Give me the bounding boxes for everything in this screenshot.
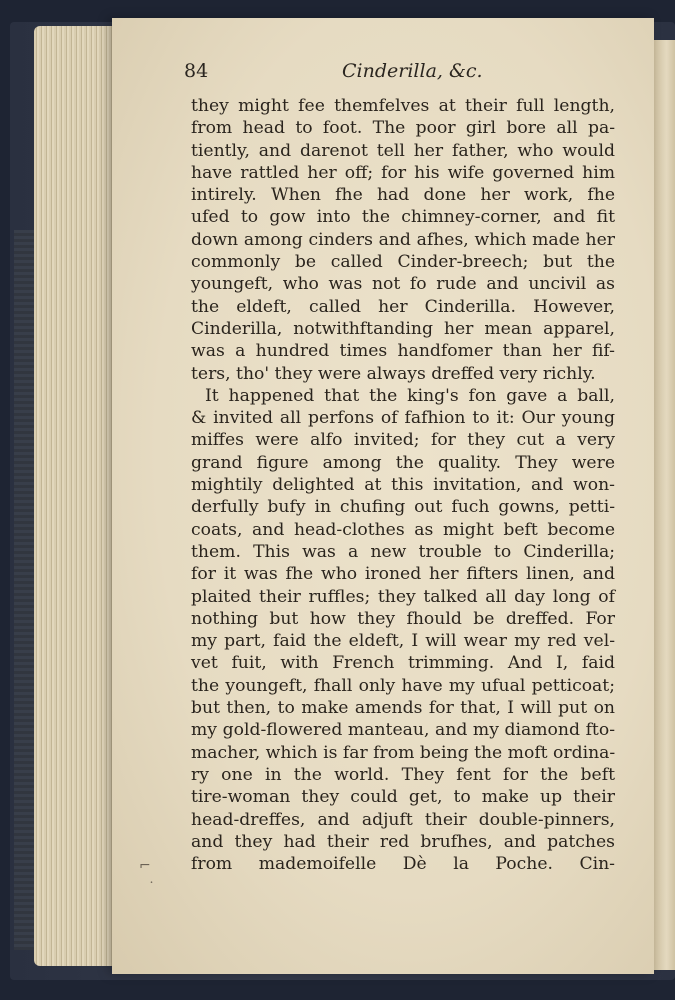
text-line: derfully bufy in chufing out fuch gowns, petti- [191,497,615,518]
cloth-spine [14,230,36,950]
text-line: ry one in the world. They fent for the beft [191,764,615,785]
text-line: mightily delighted at this invitation, and won- [191,475,615,496]
text-line: from head to foot. The poor girl bore all pa- [191,118,615,139]
text-line: and they had their red brufhes, and patches [191,831,615,852]
running-title: Cinderilla, &c. [342,60,483,82]
text-line: plaited their ruffles; they talked all day long of [191,586,615,607]
text-line: from mademoifelle Dè la Poche. Cin- [191,854,615,875]
text-line: was a hundred times handfomer than her fif- [191,341,615,362]
text-line: them. This was a new trouble to Cinderilla; [191,541,615,562]
page-edges [34,26,124,966]
page-number: 84 [184,60,209,82]
text-line: down among cinders and afhes, which made her [191,229,615,250]
text-line: miffes were alfo invited; for they cut a very [191,430,615,451]
margin-pencil-mark: ˙ [148,880,155,896]
margin-pencil-mark: ⌐ [139,858,151,874]
text-line: nothing but how they fhould be dreffed. For [191,608,615,629]
text-line: but then, to make amends for that, I will put on [191,698,615,719]
text-line: the youngeft, fhall only have my ufual petticoat; [191,675,615,696]
text-line: ters, tho' they were always dreffed very richly. [191,363,596,384]
text-line: It happened that the king's fon gave a ball, [205,385,615,406]
facing-page-edge [654,40,675,970]
text-line: coats, and head-clothes as might beft become [191,519,615,540]
text-line: the eldeft, called her Cinderilla. However, [191,296,615,317]
text-line: commonly be called Cinder-breech; but the [191,252,615,273]
text-line: intirely. When fhe had done her work, fhe [191,185,615,206]
running-head [184,56,624,86]
text-line: they might fee themfelves at their full length, [191,96,615,116]
text-line: macher, which is far from being the moft ordina- [191,742,616,763]
text-line: head-dreffes, and adjuft their double-pinners, [191,809,615,830]
text-line: have rattled her off; for his wife governed him [191,162,615,183]
text-line: tiently, and darenot tell her father, who would [191,140,615,161]
text-line: grand figure among the quality. They were [191,452,615,473]
body-text [191,95,615,875]
text-line: Cinderilla, notwithftanding her mean apparel, [191,318,615,339]
text-line: youngeft, who was not fo rude and uncivil as [191,274,615,295]
text-line: vet fuit, with French trimming. And I, faid [191,653,615,674]
text-line: & invited all perfons of fafhion to it: Our young [191,408,615,429]
text-line: my gold-flowered manteau, and my diamond fto- [191,720,615,741]
text-line: for it was fhe who ironed her fifters linen, and [191,564,615,585]
text-line: ufed to gow into the chimney-corner, and fit [191,207,615,228]
text-line: tire-woman they could get, to make up their [191,787,615,808]
text-line: my part, faid the eldeft, I will wear my red vel- [191,631,615,652]
